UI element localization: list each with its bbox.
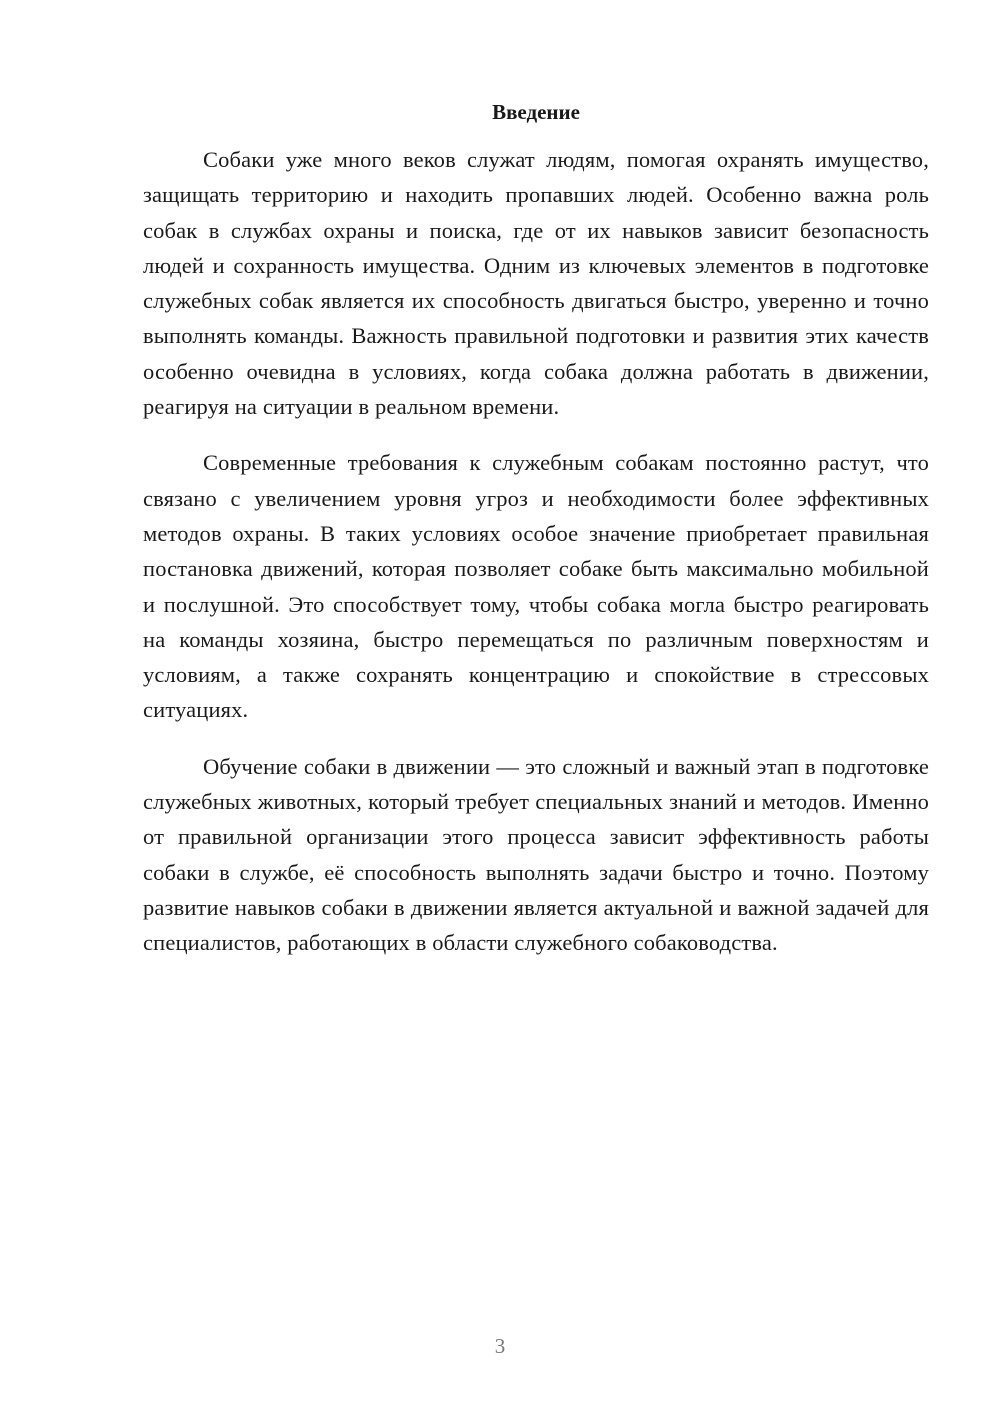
paragraph-2: Современные требования к служебным собакам постоянно растут, что связано с увеличением уровня угроз и необходимости более эффективных методов охраны. В таких условиях особое значение приобретает правильная постановка движений, которая позволяет собаке быть максимально мобильной и послушной. Это способствует тому, чтобы собака могла быстро реагировать на команды хозяина, быстро перемещаться по различным поверхностям и условиям, а также сохранять концентрацию и спокойствие в стрессовых ситуациях. [143, 450, 929, 723]
paragraph-1: Собаки уже много веков служат людям, помогая охранять имущество, защищать территорию и находить пропавших людей. Особенно важна роль собак в службах охраны и поиска, где от их навыков зависит безопасность людей и сохранность имущества. Одним из ключевых элементов в подготовке служебных собак является их способность двигаться быстро, уверенно и точно выполнять команды. Важность правильной подготовки и развития этих качеств особенно очевидна в условиях, когда собака должна работать в движении, реагируя на ситуации в реальном времени. [143, 147, 929, 420]
body-text [143, 142, 929, 961]
paragraph-3: Обучение собаки в движении — это сложный и важный этап в подготовке служебных животных, который требует специальных знаний и методов. Именно от правильной организации этого процесса зависит эффективность работы собаки в службе, её способность выполнять задачи быстро и точно. Поэтому развитие навыков собаки в движении является актуальной и важной задачей для специалистов, работающих в области служебного собаководства. [143, 753, 929, 956]
page-title: Введение [492, 100, 580, 124]
page-number: 3 [494, 1334, 506, 1358]
